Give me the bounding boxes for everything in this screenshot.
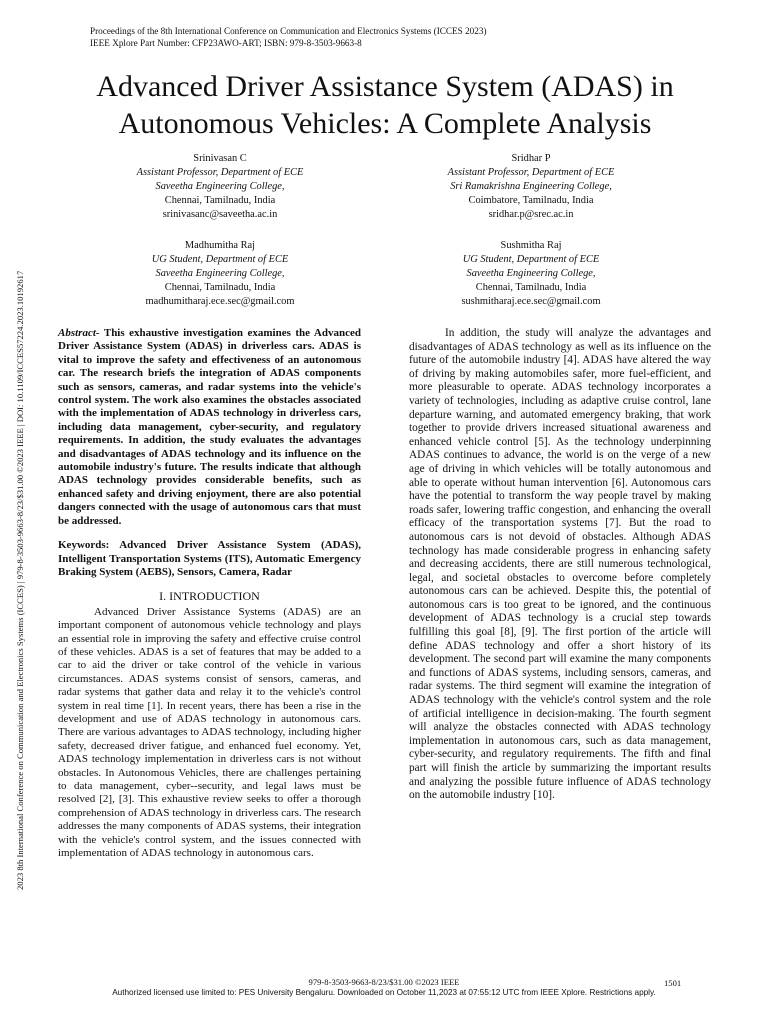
author-email[interactable]: sushmitharaj.ece.sec@gmail.com <box>461 296 601 307</box>
abstract-text: This exhaustive investigation examines the Advanced Driver Assistance System (ADAS) in driverless cars. ADAS is vital to improve the safety and effectiveness of an autonomous car. The research briefs the integration of ADAS components such as sensors, cameras, and radar systems into the vehicle's control system. The work also examines the obstacles associated with the implementation of ADAS technology in driverless cars, including data management, cyber-security, and regulatory requirements. In addition, the study evaluates the advantages and disadvantages of ADAS technology and its influence on the automobile industry's future. The results indicate that although ADAS technology provides considerable benefits, such as enhanced safety and driving enjoyment, there are also potential dangers connected with the usage of autonomous cars that must be addressed. <box>58 327 361 527</box>
abstract <box>58 327 361 528</box>
intro-paragraph: Advanced Driver Assistance Systems (ADAS) are an important component of autonomous vehicle technology and plays an essential role in improving the safety and effective cruise control of these vehicles. ADAS is a set of features that may be added to a car to aid the driver or take control of the vehicle in various circumstances. ADAS systems consist of sensors, cameras, and radar systems that gather data and relay it to the vehicle's control system in real time [1]. In recent years, there has been a rise in the development and use of ADAS technology in autonomous cars. There are various advantages to ADAS technology, including higher safety, decreased driver fatigue, and enhanced fuel economy. Yet, ADAS technology implementation in driverless cars is not without obstacles. In Autonomous Vehicles, there are challenges pertaining to data management, cyber--security, and legal laws must be resolved [2], [3]. This exhaustive review seeks to offer a thorough comprehension of ADAS technology in driverless cars. The research addresses the many components of ADAS systems, their integration with the vehicle's control system, and the issues connected with implementation of ADAS technology in autonomous cars. <box>58 605 361 860</box>
authorized-use-notice: Authorized licensed use limited to: PES University Bengaluru. Downloaded on October 11,2023 at 07:55:12 UTC from IEEE Xplore. Restrictions apply. <box>112 988 656 997</box>
right-paragraph: In addition, the study will analyze the advantages and disadvantages of ADAS technology as well as its influence on the future of the automobile industry [4]. ADAS have altered the way of driving by making automobiles safer, more fuel-efficient, and more pleasurable to operate. ADAS technology incorporates a variety of technologies, including as adaptive cruise control, lane departure warning, and automated emergency braking, that work together to provide drivers increased situational awareness and enhanced vehicle control [5]. As the technology underpinning ADAS continues to advance, the world is on the verge of a new age of driving in which vehicles will be totally autonomous and able to operate without human intervention [6]. Autonomous cars have the potential to transform the way people travel by making roads safer, lowering traffic congestion, and enhancing the overall efficacy of the transportation systems [7]. But the road to autonomous cars is not devoid of obstacles. Although ADAS technology has made considerable progress in enhancing safety and decreasing accidents, there are still numerous technological, legal, and societal obstacles to overcome before completely autonomous cars can be achieved. Despite this, the potential of autonomous cars is too great to be ignored, and the continuous development of ADAS technology is a crucial step towards fulfilling this goal [8], [9]. The first portion of the article will define ADAS technology and offer a short history of its development. The second part will examine the many components and functions of ADAS systems, including sensors, cameras, and radar systems. The third segment will examine the integration of ADAS technology with the vehicle's control system and the role of artificial intelligence in decision-making. The fourth segment will analyze the obstacles connected with ADAS technology implementation in autonomous cars, such as data management, cyber-security, and regulatory requirements. The fifth and final part will finish the article by summarizing the important results and analyzing the possible future influence of ADAS technology on the automobile industry [10]. <box>409 327 711 802</box>
author-location: Chennai, Tamilnadu, India <box>164 282 276 293</box>
side-doi-strip <box>2 135 25 895</box>
author-block <box>70 152 370 222</box>
author-name: Srinivasan C <box>193 153 247 164</box>
author-college: Sri Ramakrishna Engineering College, <box>450 181 612 192</box>
footer-copyright: 979-8-3503-9663-8/23/$31.00 ©2023 IEEE <box>308 977 460 987</box>
author-college: Saveetha Engineering College, <box>466 268 596 279</box>
paper-title <box>60 68 710 142</box>
author-email[interactable]: srinivasanc@saveetha.ac.in <box>162 209 278 220</box>
header-isbn: IEEE Xplore Part Number: CFP23AWO-ART; ISBN: 979-8-3503-9663-8 <box>90 38 362 48</box>
author-college: Saveetha Engineering College, <box>155 181 285 192</box>
author-affiliation: Assistant Professor, Department of ECE <box>447 167 615 178</box>
keywords: Keywords: Advanced Driver Assistance System (ADAS), Intelligent Transportation Systems (ITS), Automatic Emergency Braking System (AEBS), Sensors, Camera, Radar <box>58 539 361 578</box>
title-line-2: Autonomous Vehicles: A Complete Analysis <box>118 107 652 140</box>
conference-header <box>90 25 487 49</box>
left-column <box>58 327 361 860</box>
author-block <box>70 239 370 309</box>
author-name: Sushmitha Raj <box>500 240 562 251</box>
author-affiliation: UG Student, Department of ECE <box>151 254 289 265</box>
author-email[interactable]: sridhar.p@srec.ac.in <box>488 209 574 220</box>
abstract-label: Abstract- <box>58 327 100 339</box>
title-line-1: Advanced Driver Assistance System (ADAS) in <box>96 70 674 103</box>
author-college: Saveetha Engineering College, <box>155 268 285 279</box>
author-location: Chennai, Tamilnadu, India <box>475 282 587 293</box>
author-email[interactable]: madhumitharaj.ece.sec@gmail.com <box>145 296 295 307</box>
author-affiliation: Assistant Professor, Department of ECE <box>136 167 304 178</box>
author-block <box>381 152 681 222</box>
author-name: Madhumitha Raj <box>184 240 256 251</box>
author-affiliation: UG Student, Department of ECE <box>462 254 600 265</box>
section-heading-introduction: I. INTRODUCTION <box>159 589 260 604</box>
right-column <box>409 327 711 803</box>
page-number: 1501 <box>664 978 682 988</box>
author-location: Chennai, Tamilnadu, India <box>164 195 276 206</box>
header-proceedings: Proceedings of the 8th International Conference on Communication and Electronics Systems (ICCES 2023) <box>90 26 487 36</box>
author-name: Sridhar P <box>511 153 551 164</box>
side-doi-text: 2023 8th International Conference on Communication and Electronics Systems (ICCES) | 979-8-3503-9663-8/23/$31.00 ©2023 IEEE | DOI: 10.1109/ICCES57224.2023.10192617 <box>15 270 25 890</box>
author-location: Coimbatore, Tamilnadu, India <box>468 195 594 206</box>
author-block <box>381 239 681 309</box>
